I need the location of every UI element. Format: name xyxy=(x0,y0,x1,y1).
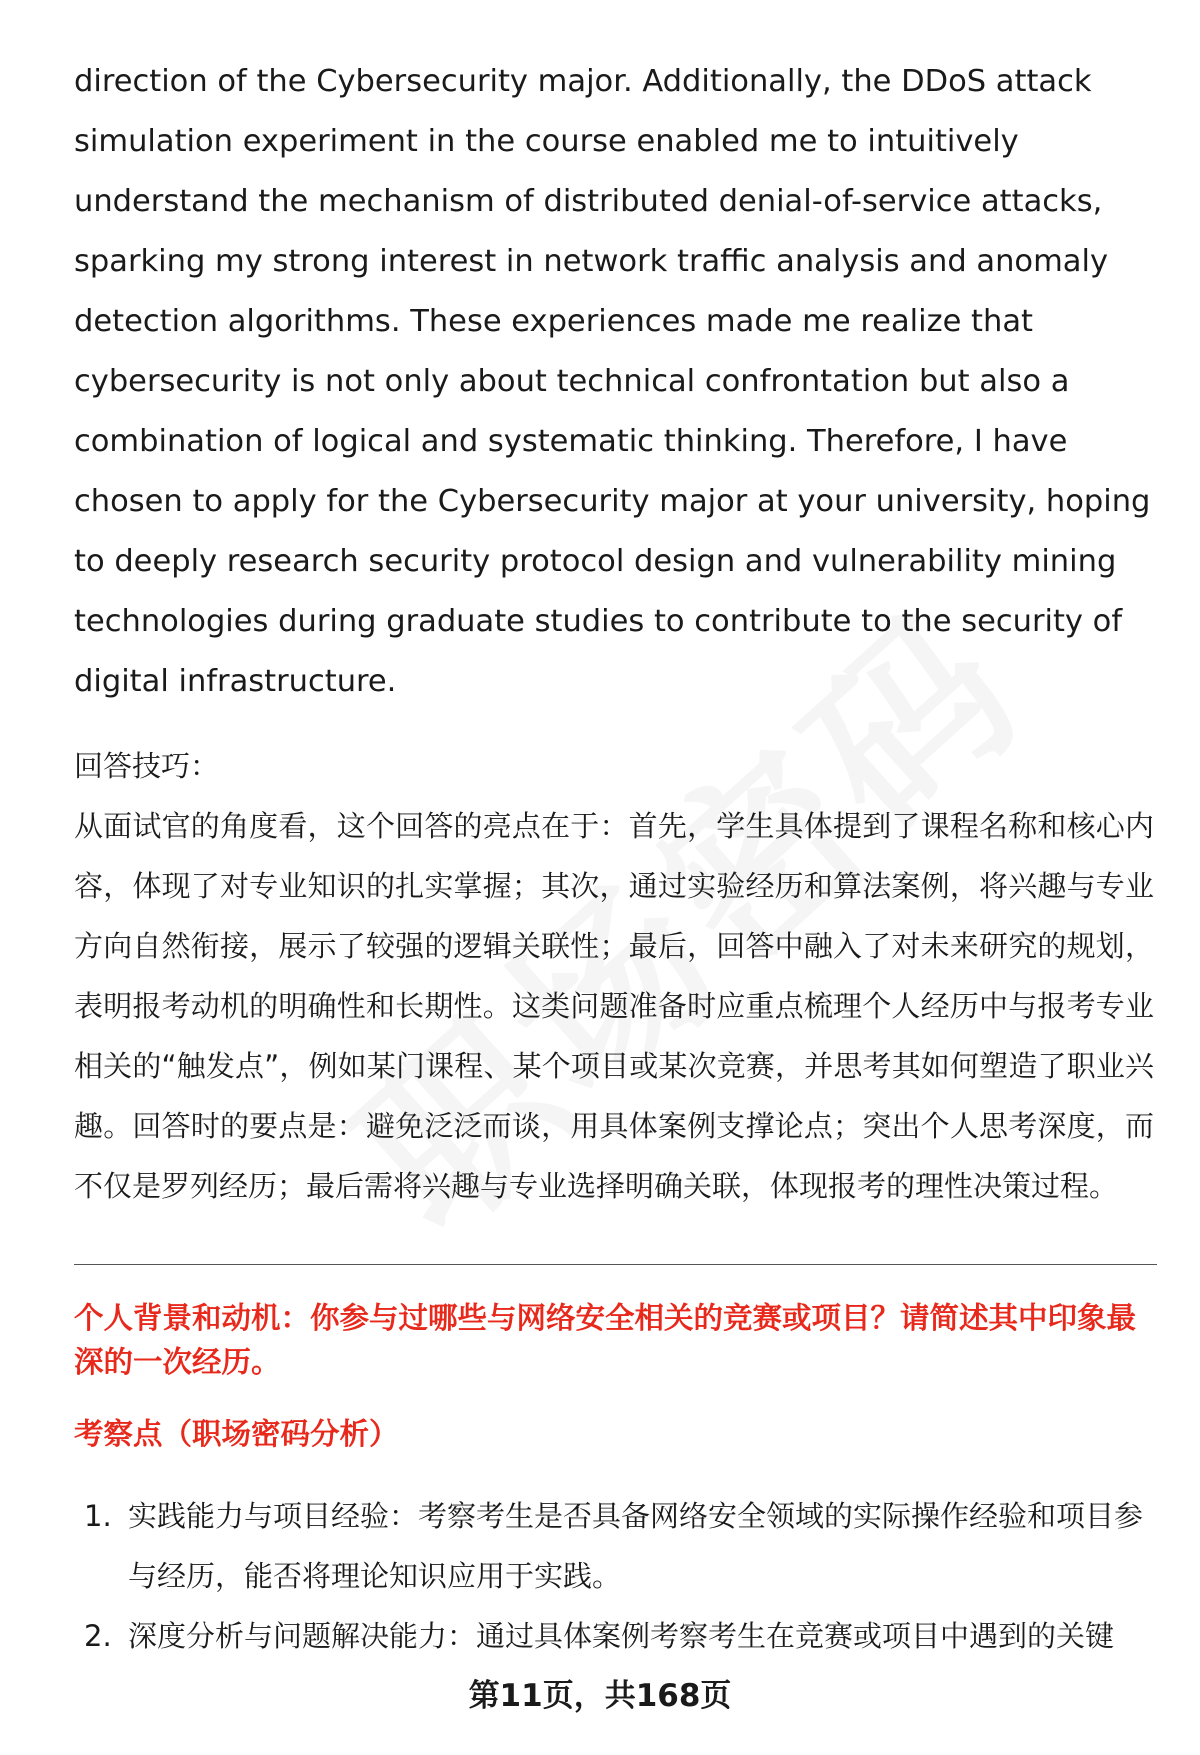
list-item-number: 2. xyxy=(84,1619,112,1653)
section-divider xyxy=(74,1264,1157,1265)
list-item-text: 实践能力与项目经验：考察考生是否具备网络安全领域的实际操作经验和项目参与经历，能否将理论知识应用于实践。 xyxy=(128,1499,1144,1593)
section-title: 考察点（职场密码分析） xyxy=(74,1417,399,1451)
list-item xyxy=(74,1486,1157,1606)
answer-body xyxy=(74,52,1154,1216)
list-item-number: 1. xyxy=(84,1499,112,1533)
english-answer-paragraph: direction of the Cybersecurity major. Additionally, the DDoS attack simulation experiment in the course enabled me to intuitively understand the mechanism of distributed denial-of-service attacks, sparking my strong interest in network traffic analysis and anomaly detection algorithms. These experiences made me realize that cybersecurity is not only about technical confrontation but also a combination of logical and systematic thinking. Therefore, I have chosen to apply for the Cybersecurity major at your university, hoping to deeply research security protocol design and vulnerability mining technologies during graduate studies to contribute to the security of digital infrastructure. xyxy=(74,64,1151,699)
tips-label: 回答技巧： xyxy=(74,749,220,783)
page-number-footer: 第11页，共168页 xyxy=(468,1678,732,1714)
list-item xyxy=(74,1606,1157,1666)
list-item-text: 深度分析与问题解决能力：通过具体案例考察考生在竞赛或项目中遇到的关键 xyxy=(128,1619,1115,1653)
question-heading: 个人背景和动机：你参与过哪些与网络安全相关的竞赛或项目？请简述其中印象最深的一次经历。 xyxy=(74,1301,1137,1379)
assessment-points-list xyxy=(74,1486,1157,1666)
tips-paragraph: 从面试官的角度看，这个回答的亮点在于：首先，学生具体提到了课程名称和核心内容，体现了对专业知识的扎实掌握；其次，通过实验经历和算法案例，将兴趣与专业方向自然衔接，展示了较强的逻辑关联性；最后，回答中融入了对未来研究的规划，表明报考动机的明确性和长期性。这类问题准备时应重点梳理个人经历中与报考专业相关的“触发点”，例如某门课程、某个项目或某次竞赛，并思考其如何塑造了职业兴趣。回答时的要点是：避免泛泛而谈，用具体案例支撑论点；突出个人思考深度，而不仅是罗列经历；最后需将兴趣与专业选择明确关联，体现报考的理性决策过程。 xyxy=(74,809,1154,1203)
